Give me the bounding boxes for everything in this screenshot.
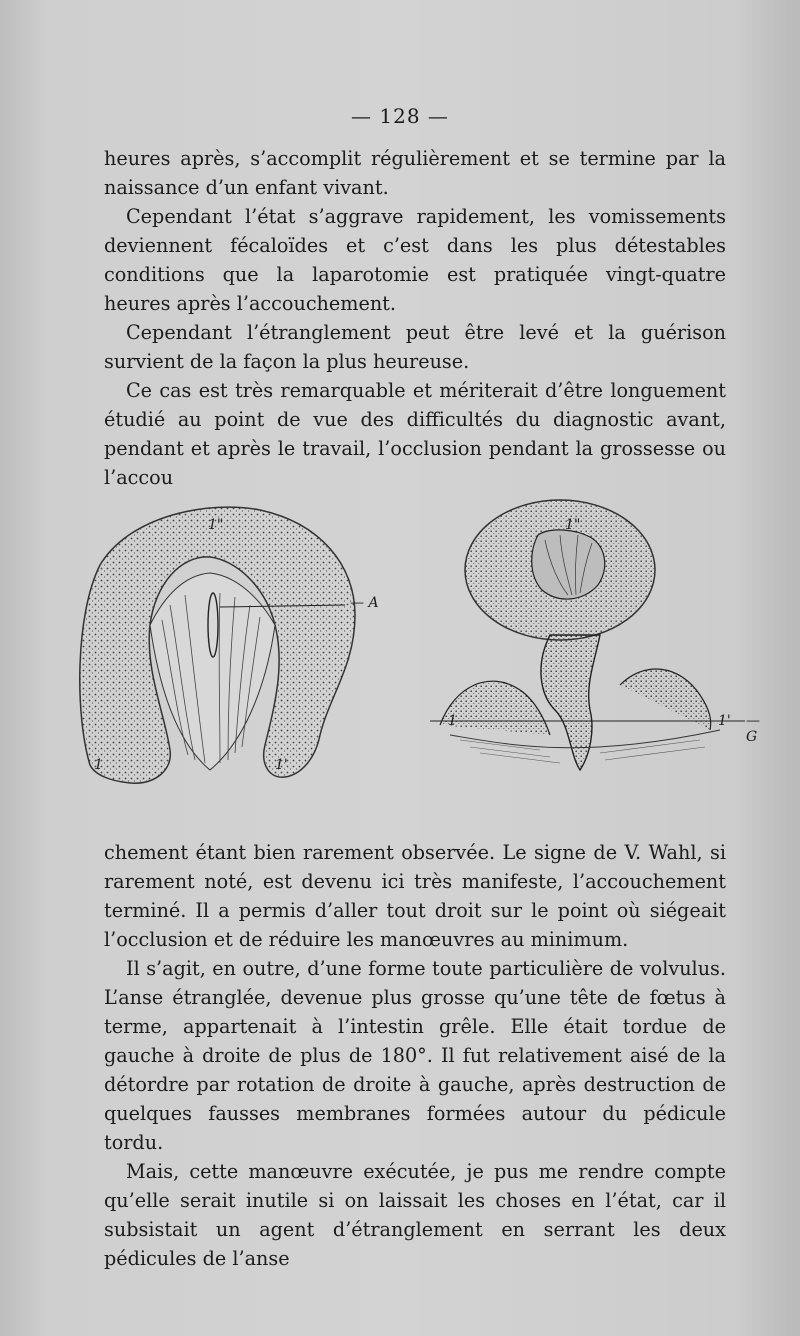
left-figure-label-right: — A (350, 595, 379, 611)
paragraph: Mais, cette manœuvre exécutée, je pus me rendre compte qu’elle serait inutile si on laissait les choses en l’état, car il subsistait un agent d’étranglement en serrant les deux pédicules de l’anse (104, 1160, 726, 1270)
left-figure-label-bottom-left: 1 (94, 757, 103, 773)
right-figure-label-left: 1 (448, 713, 457, 729)
paragraph: Cependant l’étranglement peut être levé et la guérison survient de la façon la plus heureuse. (104, 321, 726, 373)
page-number: — 128 — (351, 104, 449, 128)
left-figure-label-top: 1" (208, 517, 224, 533)
bottom-text-block (104, 838, 726, 1273)
paragraph: Il s’agit, en outre, d’une forme toute particulière de volvulus. L’anse étranglée, devenue plus grosse qu’une tête de fœtus à terme, appartenait à l’intestin grêle. Elle était tordue de gauche à droite de plus de 180°. Il fut relativement aisé de la détordre par rotation de droite à gauche, après destruction de quelques fausses membranes formées autour du pédicule tordu. (104, 957, 726, 1154)
paragraph: Cependant l’état s’aggrave rapidement, les vomissements deviennent fécaloïdes et c’est dans les plus détestables conditions que la laparotomie est pratiquée vingt-quatre heures après l’accouchement. (104, 205, 726, 315)
right-figure-drawing (420, 495, 760, 795)
right-figure-label-top: 1" (565, 517, 581, 533)
right-figure-label-right: 1' (718, 713, 731, 729)
right-figure-label-far-right: — G (746, 713, 760, 745)
top-text-block (104, 144, 726, 492)
left-figure-label-bottom-right: 1' (275, 757, 288, 773)
paragraph: Ce cas est très remarquable et mériterait d’être longuement étudié au point de vue des difficultés du diagnostic avant, pendant et après le travail, l’occlusion pendant la grossesse ou l’accou (104, 379, 726, 489)
anatomical-illustration (70, 495, 770, 795)
left-figure-drawing (70, 495, 370, 795)
paragraph: heures après, s’accomplit régulièrement et se termine par la naissance d’un enfant vivant. (104, 147, 726, 199)
paragraph: chement étant bien rarement observée. Le signe de V. Wahl, si rarement noté, est devenu ici très manifeste, l’accouchement terminé. Il a permis d’aller tout droit sur le point où siégeait l’occlusion et de réduire les manœuvres au minimum. (104, 841, 726, 951)
